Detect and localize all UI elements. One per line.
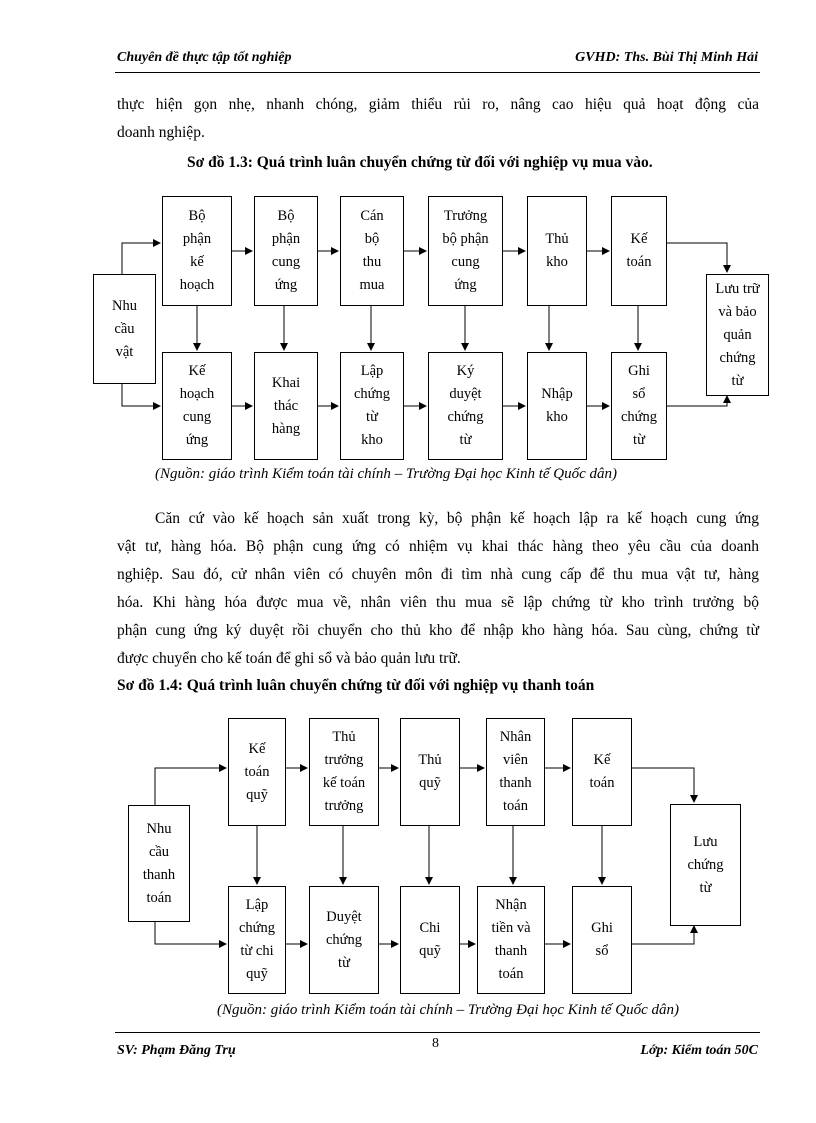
d1-top-box-6: Kế toán: [611, 196, 667, 306]
d2-link-bottom-end: [632, 926, 694, 944]
d1-top-box-4: Trưởng bộ phận cung ứng: [428, 196, 503, 306]
d1-top-box-5: Thủ kho: [527, 196, 587, 306]
body-line-5: phận cung ứng ký duyệt rồi chuyển cho thủ kho để nhập kho hàng hóa. Sau cùng, chứng từ: [117, 622, 759, 639]
d2-link-start-bottom: [155, 922, 226, 944]
d1-bottom-box-6: Ghi sổ chứng từ: [611, 352, 667, 460]
d2-bottom-box-5: Ghi sổ: [572, 886, 632, 994]
d1-bottom-box-1: Kế hoạch cung ứng: [162, 352, 232, 460]
d1-link-start-bottom: [122, 384, 160, 406]
d1-top-box-2: Bộ phận cung ứng: [254, 196, 318, 306]
d1-top-box-3: Cán bộ thu mua: [340, 196, 404, 306]
d1-link-bottom-end: [667, 396, 727, 406]
body-line-4: hóa. Khi hàng hóa được mua về, nhân viên thu mua sẽ lập chứng từ kho trình trưởng bộ: [117, 594, 759, 611]
d1-link-top-end: [667, 243, 727, 272]
d1-start-box: Nhu cầu vật: [93, 274, 156, 384]
d2-link-start-top: [155, 768, 226, 805]
d2-bottom-box-4: Nhận tiền và thanh toán: [477, 886, 545, 994]
footer-right: Lớp: Kiểm toán 50C: [640, 1043, 758, 1058]
body-line-2: vật tư, hàng hóa. Bộ phận cung ứng có nhiệm vụ khai thác hàng theo yêu cầu của doanh: [117, 538, 759, 555]
d1-source: (Nguồn: giáo trình Kiểm toán tài chính – Trường Đại học Kinh tế Quốc dân): [155, 466, 618, 482]
d1-bottom-box-5: Nhập kho: [527, 352, 587, 460]
d2-top-box-2: Thủ trưởng kế toán trưởng: [309, 718, 379, 826]
d2-end-box: Lưu chứng từ: [670, 804, 741, 926]
d2-source: (Nguồn: giáo trình Kiểm toán tài chính – Trường Đại học Kinh tế Quốc dân): [217, 1002, 680, 1018]
body-line-1: Căn cứ vào kế hoạch sản xuất trong kỳ, bộ phận kế hoạch lập ra kế hoạch cung ứng: [155, 510, 759, 527]
d2-top-box-5: Kế toán: [572, 718, 632, 826]
d2-bottom-box-1: Lập chứng từ chi quỹ: [228, 886, 286, 994]
d1-bottom-box-4: Ký duyệt chứng từ: [428, 352, 503, 460]
d1-end-box: Lưu trữ và bảo quản chứng từ: [706, 274, 769, 396]
d2-bottom-box-2: Duyệt chứng từ: [309, 886, 379, 994]
d2-bottom-box-3: Chi quỹ: [400, 886, 460, 994]
header-right: GVHD: Ths. Bùi Thị Minh Hải: [575, 50, 758, 65]
d2-start-box: Nhu cầu thanh toán: [128, 805, 190, 922]
intro-line-2: doanh nghiệp.: [117, 124, 205, 141]
d1-bottom-box-3: Lập chứng từ kho: [340, 352, 404, 460]
page-number: 8: [432, 1036, 439, 1051]
d2-top-box-1: Kế toán quỹ: [228, 718, 286, 826]
footer-left: SV: Phạm Đăng Trụ: [117, 1043, 236, 1058]
diagram1-title: Sơ đồ 1.3: Quá trình luân chuyển chứng từ đối với nghiệp vụ mua vào.: [187, 154, 653, 171]
d2-top-box-4: Nhân viên thanh toán: [486, 718, 545, 826]
d2-top-box-3: Thủ quỹ: [400, 718, 460, 826]
d2-link-top-end: [632, 768, 694, 802]
footer-rule: [115, 1032, 760, 1033]
intro-line-1: thực hiện gọn nhẹ, nhanh chóng, giảm thiểu rủi ro, nâng cao hiệu quả hoạt động của: [117, 96, 759, 113]
header-left: Chuyên đề thực tập tốt nghiệp: [117, 50, 292, 65]
body-line-6: được chuyển cho kế toán để ghi sổ và bảo quản lưu trữ.: [117, 650, 461, 667]
d1-link-start-top: [122, 243, 160, 274]
d1-top-box-1: Bộ phận kế hoạch: [162, 196, 232, 306]
body-line-3: nghiệp. Sau đó, cử nhân viên có chuyên môn đi tìm nhà cung cấp để thu mua vật tư, hàng: [117, 566, 759, 583]
d1-bottom-box-2: Khai thác hàng: [254, 352, 318, 460]
diagram2-title: Sơ đồ 1.4: Quá trình luân chuyển chứng từ đối với nghiệp vụ thanh toán: [117, 677, 595, 694]
